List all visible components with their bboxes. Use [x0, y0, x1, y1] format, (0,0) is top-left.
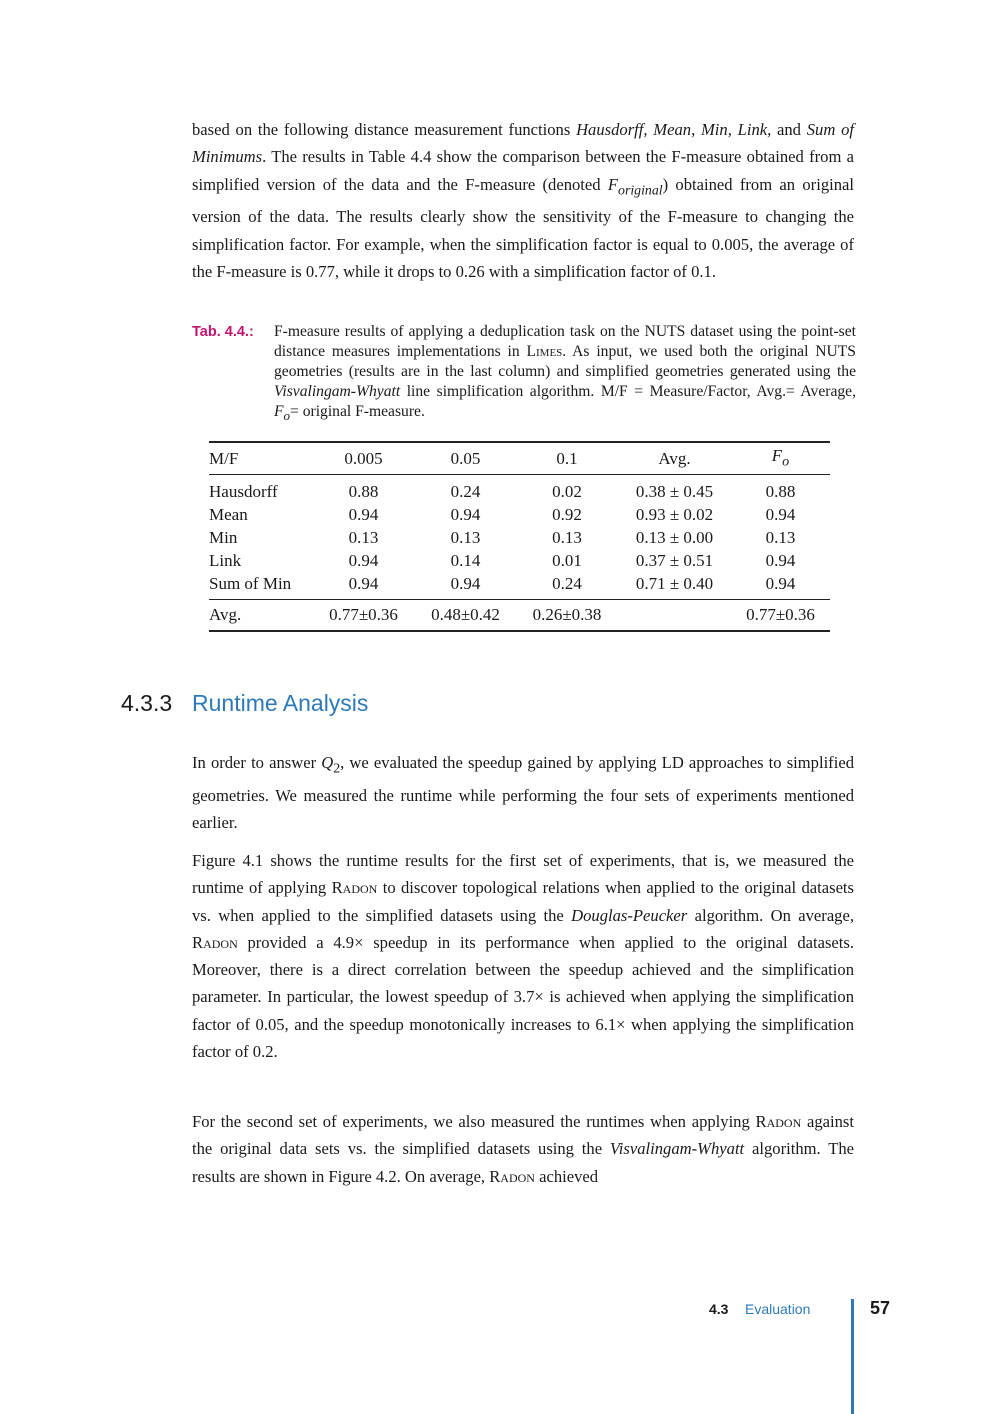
table-cell: 0.13 — [348, 527, 379, 547]
math-symbol: F — [274, 403, 284, 420]
table-cell: 0.77±0.36 — [329, 605, 398, 624]
column-header: 0.005 — [344, 448, 383, 468]
footer-section-number: 4.3 — [709, 1301, 729, 1317]
paragraph-distance-functions — [192, 116, 854, 285]
table-cell: 0.94 — [450, 573, 481, 593]
italic-text: Sum of Minimums — [192, 120, 854, 167]
small-caps-text: Radon — [192, 932, 238, 952]
paragraph-second-set — [192, 1108, 854, 1190]
table-cell: Min — [209, 527, 238, 547]
footer-rule — [851, 1299, 854, 1414]
table-row — [209, 572, 830, 600]
table-cell: 0.13 — [552, 527, 582, 547]
results-table — [209, 441, 830, 632]
text: F-measure results of applying a deduplication task on the NUTS dataset using the point-set distance measures implementations in — [274, 323, 856, 360]
text: . As input, we used both the original NUTS geometries (results are in the last column) and simplified geometries generated using the — [274, 343, 856, 380]
text: algorithm. On average, — [687, 905, 854, 925]
table-cell: 0.13 — [765, 527, 796, 547]
italic-text: Hausdorff, Mean, Min, Link, — [576, 120, 772, 139]
column-header: Avg. — [658, 448, 691, 468]
small-caps-text: Radon — [489, 1166, 535, 1186]
table-caption-label: Tab. 4.4.: — [192, 324, 254, 340]
paragraph-q2 — [192, 749, 854, 836]
table-cell: 0.88 — [348, 481, 379, 501]
table-cell: Sum of Min — [209, 573, 292, 593]
math-subscript: o — [782, 453, 790, 470]
italic-text: Visvalingam-Whyatt — [609, 1139, 745, 1159]
table-cell: 0.02 — [552, 481, 582, 501]
italic-text: Douglas-Peucker — [571, 905, 688, 925]
table-row — [209, 549, 830, 572]
table-cell: 0.24 — [450, 481, 481, 501]
table-cell: Avg. — [209, 605, 242, 624]
text: line simplification algorithm. M/F = Measure/Factor, Avg.= Average, — [400, 383, 856, 400]
text: based on the following distance measurement functions — [192, 120, 577, 139]
text: . The results in Table 4.4 show the comparison between the F-measure obtained from a simplified version of the data and the F-measure (denoted — [192, 147, 854, 194]
text: provided a 4.9× speedup in its performance when applied to the original datasets. Moreover, there is a direct correlation between the speedup achieved and the simplification parameter. In particular, the lowest speedup of 3.7× is achieved when applying the simplification factor of 0.05, and the speedup monotonically increases to 6.1× when applying the simplification factor of 0.2. — [192, 932, 854, 1062]
math-symbol: Q — [321, 753, 334, 772]
footer-section-name: Evaluation — [745, 1301, 811, 1317]
text: to discover topological relations when applied to the original datasets vs. when applied to the simplified datasets using the — [192, 878, 854, 925]
table-cell: 0.01 — [552, 550, 582, 570]
small-caps-text: Radon — [755, 1112, 802, 1131]
text: Figure 4.1 shows the runtime results for the first set of experiments, that is, we measured the runtime of applying — [192, 851, 854, 898]
table-caption-text — [274, 322, 856, 426]
table-cell: 0.24 — [552, 573, 582, 593]
table-cell: 0.14 — [450, 550, 481, 570]
table-row — [209, 503, 830, 526]
math-subscript: o — [283, 408, 291, 424]
table-caption — [192, 322, 856, 426]
section-title: Runtime Analysis — [192, 690, 369, 716]
small-caps-text: Radon — [331, 878, 378, 898]
math-subscript: 2 — [333, 760, 341, 776]
table-cell: 0.71 ± 0.40 — [635, 573, 714, 593]
table-cell: 0.94 — [450, 504, 481, 524]
paragraph-figure-4-1 — [192, 847, 854, 1065]
text: algorithm. The results are shown in Figure 4.2. On average, — [192, 1139, 854, 1186]
table-cell: 0.93 ± 0.02 — [635, 504, 714, 524]
table-cell: 0.92 — [552, 504, 582, 524]
math-subscript: original — [618, 181, 663, 197]
text: For the second set of experiments, we also measured the runtimes when applying — [192, 1112, 756, 1131]
table-header-row — [209, 442, 830, 475]
table-cell: 0.94 — [765, 504, 796, 524]
table-cell: 0.94 — [765, 573, 796, 593]
column-header — [731, 442, 830, 475]
table-cell: 0.77±0.36 — [746, 605, 815, 624]
table-cell: 0.94 — [765, 550, 796, 570]
table-average-row — [209, 600, 830, 632]
column-header: 0.05 — [450, 448, 481, 468]
table-cell: Hausdorff — [209, 481, 278, 501]
text: , we evaluated the speedup gained by applying LD approaches to simplified geometries. We measured the runtime while performing the four sets of experiments mentioned earlier. — [192, 753, 854, 832]
text: = original F-measure. — [290, 403, 425, 420]
math-symbol: F — [607, 174, 619, 194]
section-number: 4.3.3 — [121, 690, 173, 716]
text: and — [771, 120, 807, 139]
small-caps-text: Limes — [526, 343, 563, 360]
page-number: 57 — [870, 1298, 891, 1318]
text: ) obtained from an original version of the data. The results clearly show the sensitivity of the F-measure to changing the simplification factor. For example, when the simplification factor is equal to 0.005, the average of the F-measure is 0.77, while it drops to 0.26 with a simplification factor of 0.1. — [192, 174, 854, 281]
table-cell: 0.13 — [450, 527, 481, 547]
italic-text: Visvalingam-Whyatt — [274, 383, 401, 400]
text: In order to answer — [192, 753, 322, 772]
math-symbol: F — [771, 446, 783, 466]
table-row — [209, 526, 830, 549]
table-cell: Mean — [209, 504, 248, 524]
table-cell: 0.94 — [348, 504, 379, 524]
table-cell: 0.94 — [348, 550, 379, 570]
table-cell: 0.88 — [765, 481, 796, 501]
table-cell: 0.26±0.38 — [532, 605, 602, 624]
table-cell: 0.13 ± 0.00 — [635, 527, 714, 547]
column-header: 0.1 — [556, 448, 578, 468]
table-cell: 0.37 ± 0.51 — [635, 550, 714, 570]
table-cell: Link — [209, 550, 242, 570]
column-header: M/F — [209, 448, 239, 468]
text: against the original data sets vs. the simplified datasets using the — [192, 1112, 854, 1159]
table-cell: 0.94 — [348, 573, 379, 593]
table-row — [209, 475, 830, 504]
table-cell: 0.48±0.42 — [431, 605, 500, 624]
text: achieved — [534, 1166, 599, 1186]
table-cell — [618, 600, 731, 632]
table-cell: 0.38 ± 0.45 — [635, 481, 714, 501]
